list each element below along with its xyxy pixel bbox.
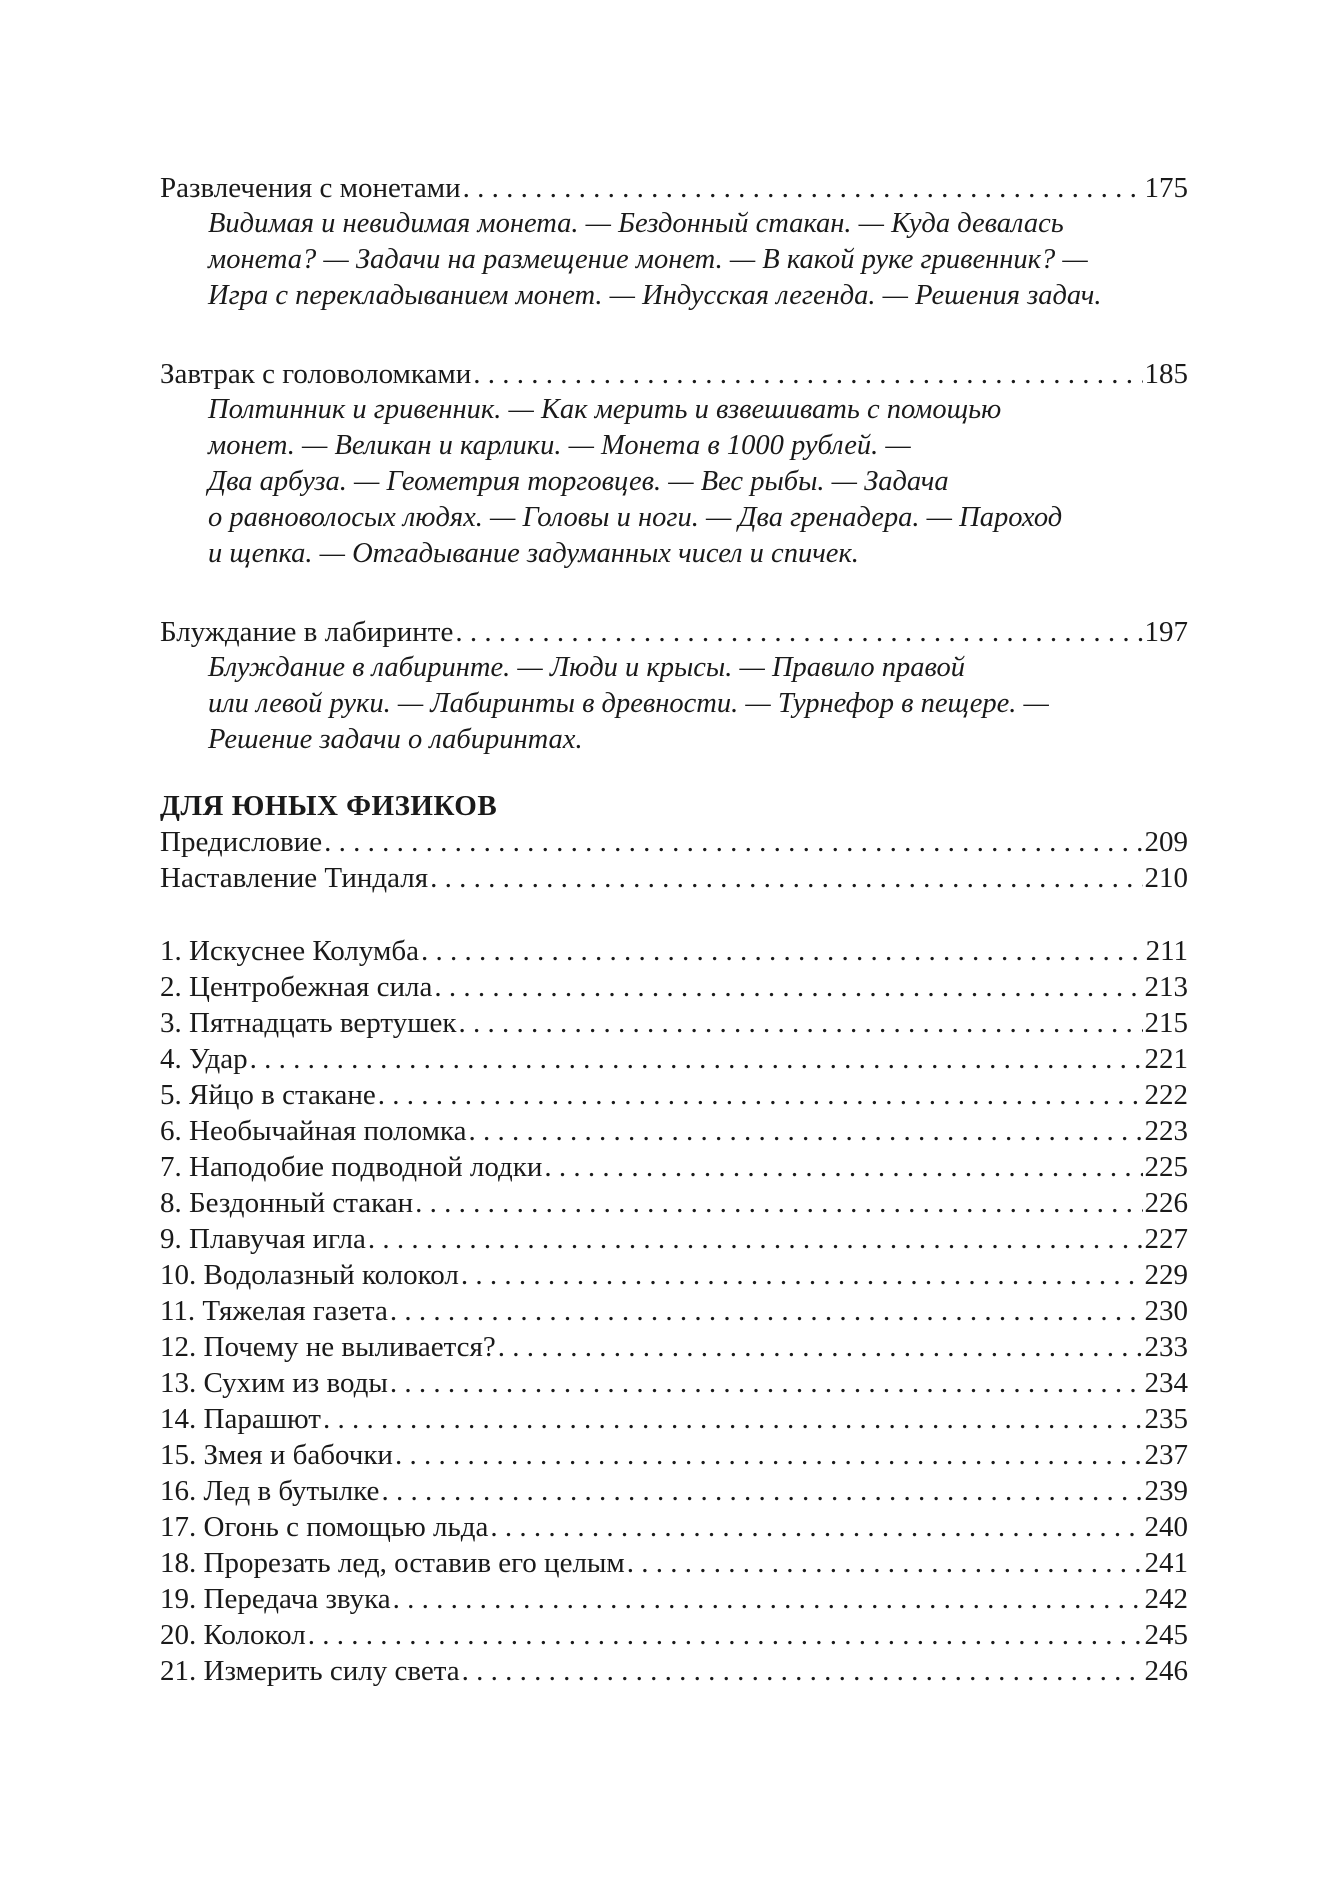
toc-entry[interactable]	[160, 1617, 1188, 1653]
entry-title: 6. Необычайная поломка	[160, 1115, 467, 1147]
toc-entry[interactable]	[160, 1473, 1188, 1509]
entry-title: 15. Змея и бабочки	[160, 1439, 393, 1471]
toc-entry[interactable]	[160, 1293, 1188, 1329]
entry-page: 246	[1144, 1655, 1188, 1687]
entry-title: 11. Тяжелая газета	[160, 1295, 388, 1327]
entry-title: Наставление Тиндаля	[160, 862, 429, 894]
dot-leader	[461, 1257, 1143, 1293]
dot-leader	[490, 1509, 1142, 1545]
dot-leader	[395, 1437, 1143, 1473]
entry-title: 18. Прорезать лед, оставив его целым	[160, 1547, 625, 1579]
toc-entry[interactable]	[160, 1653, 1188, 1689]
entry-title: Завтрак с головоломками	[160, 358, 472, 390]
entry-title: 2. Центробежная сила	[160, 971, 433, 1003]
entry-title: Предисловие	[160, 826, 323, 858]
dot-leader	[544, 1149, 1142, 1185]
subtopic-line: монета? — Задачи на размещение монет. — В какой руке гривенник? —	[208, 244, 1088, 275]
toc-section	[160, 356, 1188, 572]
entry-subtopics	[160, 392, 1188, 572]
subtopic-line: или левой руки. — Лабиринты в древности. — Турнефор в пещере. —	[208, 688, 1049, 719]
entry-title: 19. Передача звука	[160, 1583, 391, 1615]
entry-title: 4. Удар	[160, 1043, 248, 1075]
dot-leader	[627, 1545, 1143, 1581]
entry-title: 9. Плавучая игла	[160, 1223, 366, 1255]
subtopic-line: Блуждание в лабиринте. — Люди и крысы. — Правило правой	[208, 652, 966, 683]
dot-leader	[459, 1005, 1143, 1041]
entry-page: 215	[1144, 1007, 1188, 1039]
entry-title: 20. Колокол	[160, 1619, 306, 1651]
subtopic-line: о равноволосых людях. — Головы и ноги. — Два гренадера. — Пароход	[208, 502, 1063, 533]
entry-title: 8. Бездонный стакан	[160, 1187, 414, 1219]
toc-entry[interactable]	[160, 1545, 1188, 1581]
entry-title: 12. Почему не выливается?	[160, 1331, 496, 1363]
entry-title: 10. Водолазный колокол	[160, 1259, 459, 1291]
entry-subtopics	[160, 650, 1188, 758]
toc-entry[interactable]	[160, 1329, 1188, 1365]
toc-entry[interactable]	[160, 1077, 1188, 1113]
entry-title: Развлечения с монетами	[160, 172, 461, 204]
entry-title: 3. Пятнадцать вертушек	[160, 1007, 457, 1039]
entry-page: 197	[1144, 616, 1188, 648]
toc-entry[interactable]	[160, 824, 1188, 860]
dot-leader	[393, 1581, 1143, 1617]
entry-page: 240	[1144, 1511, 1188, 1543]
toc-entry[interactable]	[160, 1113, 1188, 1149]
toc-entry[interactable]	[160, 1365, 1188, 1401]
dot-leader	[462, 1653, 1143, 1689]
toc-entry[interactable]	[160, 1437, 1188, 1473]
dot-leader	[463, 170, 1143, 206]
dot-leader	[324, 824, 1142, 860]
entry-subtopics	[160, 206, 1188, 314]
entry-title: 5. Яйцо в стакане	[160, 1079, 376, 1111]
entry-page: 175	[1144, 172, 1188, 204]
toc-entry[interactable]	[160, 1401, 1188, 1437]
toc-entry[interactable]	[160, 969, 1188, 1005]
entry-page: 237	[1144, 1439, 1188, 1471]
entry-page: 245	[1144, 1619, 1188, 1651]
dot-leader	[368, 1221, 1143, 1257]
dot-leader	[323, 1401, 1143, 1437]
entry-title: 7. Наподобие подводной лодки	[160, 1151, 543, 1183]
toc-entry[interactable]	[160, 860, 1188, 896]
toc-entry[interactable]	[160, 170, 1188, 206]
toc-entry[interactable]	[160, 1185, 1188, 1221]
entry-page: 229	[1144, 1259, 1188, 1291]
entry-page: 185	[1144, 358, 1188, 390]
dot-leader	[468, 1113, 1142, 1149]
dot-leader	[378, 1077, 1143, 1113]
dot-leader	[430, 860, 1142, 896]
subtopic-line: монет. — Великан и карлики. — Монета в 1000 рублей. —	[208, 430, 911, 461]
entry-title: 16. Лед в бутылке	[160, 1475, 380, 1507]
dot-leader	[434, 969, 1142, 1005]
subtopic-line: Два арбуза. — Геометрия торговцев. — Вес рыбы. — Задача	[208, 466, 949, 497]
dot-leader	[421, 933, 1144, 969]
subtopic-line: Видимая и невидимая монета. — Бездонный стакан. — Куда девалась	[208, 208, 1064, 239]
spacer	[160, 896, 1188, 933]
subtopic-line: Полтинник и гривенник. — Как мерить и взвешивать с помощью	[208, 394, 1002, 425]
entry-page: 235	[1144, 1403, 1188, 1435]
toc-entry[interactable]	[160, 1509, 1188, 1545]
chapter-list	[160, 933, 1188, 1689]
entry-page: 223	[1144, 1115, 1188, 1147]
toc-entry[interactable]	[160, 1221, 1188, 1257]
toc-entry[interactable]	[160, 1149, 1188, 1185]
entry-title: 21. Измерить силу света	[160, 1655, 460, 1687]
toc-section	[160, 170, 1188, 314]
toc-entry[interactable]	[160, 1005, 1188, 1041]
table-of-contents	[160, 170, 1188, 1689]
intro-list	[160, 824, 1188, 896]
part-heading: ДЛЯ ЮНЫХ ФИЗИКОВ	[160, 790, 498, 822]
entry-page: 210	[1144, 862, 1188, 894]
entry-title: 14. Парашют	[160, 1403, 321, 1435]
entry-page: 211	[1145, 935, 1188, 967]
dot-leader	[390, 1365, 1143, 1401]
entry-page: 209	[1144, 826, 1188, 858]
toc-entry[interactable]	[160, 614, 1188, 650]
toc-entry[interactable]	[160, 1041, 1188, 1077]
subtopic-line: и щепка. — Отгадывание задуманных чисел и спичек.	[208, 538, 859, 569]
entry-page: 226	[1144, 1187, 1188, 1219]
toc-entry[interactable]	[160, 1257, 1188, 1293]
toc-entry[interactable]	[160, 356, 1188, 392]
entry-page: 227	[1144, 1223, 1188, 1255]
dot-leader	[390, 1293, 1143, 1329]
entry-page: 234	[1144, 1367, 1188, 1399]
subtopic-line: Решение задачи о лабиринтах.	[208, 724, 583, 755]
entry-title: Блуждание в лабиринте	[160, 616, 454, 648]
toc-section	[160, 614, 1188, 758]
entry-page: 221	[1144, 1043, 1188, 1075]
entry-page: 225	[1144, 1151, 1188, 1183]
entry-page: 213	[1144, 971, 1188, 1003]
dot-leader	[415, 1185, 1142, 1221]
entry-page: 233	[1144, 1331, 1188, 1363]
toc-entry[interactable]	[160, 1581, 1188, 1617]
entry-title: 17. Огонь с помощью льда	[160, 1511, 489, 1543]
entry-page: 222	[1144, 1079, 1188, 1111]
entry-title: 13. Сухим из воды	[160, 1367, 388, 1399]
dot-leader	[250, 1041, 1143, 1077]
dot-leader	[308, 1617, 1143, 1653]
dot-leader	[455, 614, 1142, 650]
dot-leader	[473, 356, 1142, 392]
toc-entry[interactable]	[160, 933, 1188, 969]
entry-page: 241	[1144, 1547, 1188, 1579]
entry-page: 230	[1144, 1295, 1188, 1327]
entry-page: 242	[1144, 1583, 1188, 1615]
dot-leader	[498, 1329, 1143, 1365]
entry-page: 239	[1144, 1475, 1188, 1507]
entry-title: 1. Искуснее Колумба	[160, 935, 419, 967]
subtopic-line: Игра с перекладыванием монет. — Индусская легенда. — Решения задач.	[208, 280, 1102, 311]
dot-leader	[381, 1473, 1142, 1509]
